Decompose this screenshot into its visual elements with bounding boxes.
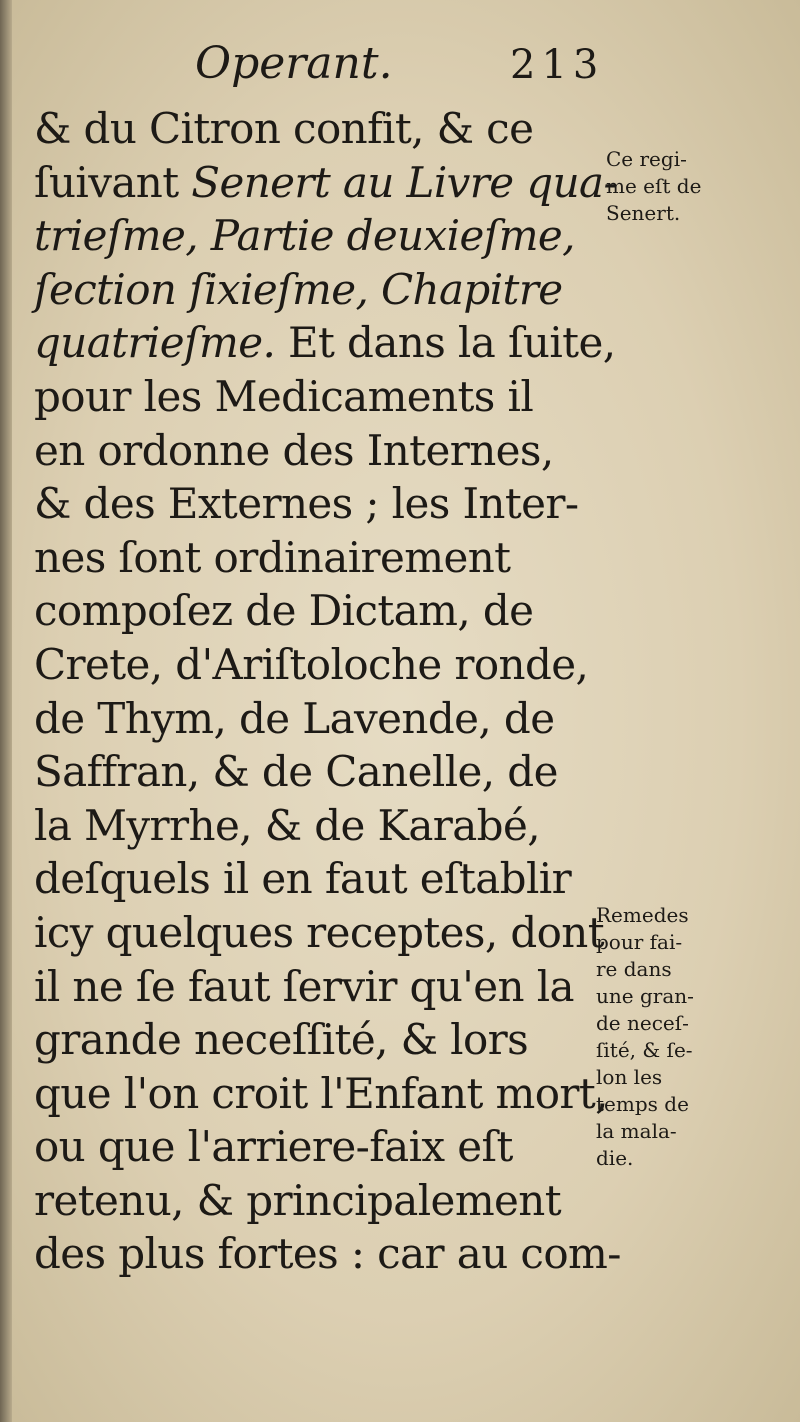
text-line: [34, 799, 594, 853]
text-segment: quatrieſme.: [34, 318, 276, 368]
text-segment: nes ſont ordinairement: [34, 532, 511, 582]
text-line: [34, 477, 594, 531]
text-line: [34, 209, 594, 263]
running-head: Operant.: [195, 38, 393, 89]
text-line: [34, 370, 594, 424]
text-segment: retenu, & principalement: [34, 1175, 562, 1225]
text-segment: que l'on croit l'Enfant mort,: [34, 1068, 608, 1118]
text-segment: trieſme, Partie deuxieſme,: [34, 211, 575, 261]
text-segment: il ne ſe faut ſervir qu'en la: [34, 961, 574, 1011]
text-line: [34, 156, 618, 210]
text-line: [34, 316, 616, 370]
text-segment: ou que l'arriere-faix eſt: [34, 1122, 513, 1172]
text-line: [34, 263, 594, 317]
marginal-note-remedes: [596, 902, 694, 1172]
text-segment: ſection ſixieſme, Chapitre: [34, 264, 563, 314]
marginal-note-line: Remedes: [596, 903, 689, 927]
marginal-note-regime: [606, 146, 701, 227]
page-gutter: [0, 0, 12, 1422]
marginal-note-line: ſité, & ſe-: [596, 1038, 693, 1062]
text-segment: Saffran, & de Canelle, de: [34, 747, 558, 797]
marginal-note-line: Senert.: [606, 201, 681, 225]
marginal-note-line: de neceſ-: [596, 1011, 689, 1035]
text-line: [34, 1013, 594, 1067]
text-segment: icy quelques receptes, dont: [34, 907, 605, 957]
text-segment: la Myrrhe, & de Karabé,: [34, 800, 540, 850]
text-segment: des plus fortes : car au com-: [34, 1229, 621, 1279]
text-line: [34, 960, 594, 1014]
text-segment: Crete, d'Ariſtoloche ronde,: [34, 639, 589, 689]
text-segment: en ordonne des Internes,: [34, 425, 554, 475]
text-line: [34, 745, 594, 799]
text-segment: de Thym, de Lavende, de: [34, 693, 555, 743]
page-number: 213: [510, 42, 605, 88]
text-line: [34, 852, 594, 906]
text-segment: & du Citron confit, & ce: [34, 104, 534, 153]
text-segment: Et dans la ſuite,: [275, 318, 616, 368]
text-line: [34, 531, 594, 585]
marginal-note-line: Ce regi-: [606, 147, 687, 171]
text-line: [34, 1120, 594, 1174]
marginal-note-line: pour fai-: [596, 930, 683, 954]
text-line: [34, 1227, 621, 1281]
text-segment: & des Externes ; les Inter-: [34, 479, 579, 529]
text-line: [34, 102, 594, 156]
text-line: [34, 1174, 594, 1228]
marginal-note-line: die.: [596, 1146, 634, 1170]
text-line: [34, 906, 605, 960]
marginal-note-line: temps de: [596, 1092, 689, 1116]
marginal-note-line: la mala-: [596, 1119, 677, 1143]
marginal-note-line: une gran-: [596, 984, 694, 1008]
text-line: [34, 692, 594, 746]
marginal-note-line: lon les: [596, 1065, 663, 1089]
text-segment: grande neceſſité, & lors: [34, 1015, 529, 1065]
text-segment: Senert au Livre qua-: [191, 157, 618, 207]
text-segment: compoſez de Dictam, de: [34, 586, 534, 636]
text-line: [34, 638, 594, 692]
text-line: [34, 1067, 608, 1121]
marginal-note-line: re dans: [596, 957, 672, 981]
text-segment: pour les Medicaments il: [34, 371, 534, 421]
text-segment: ſuivant: [34, 157, 192, 207]
text-line: [34, 584, 594, 638]
marginal-note-line: me eſt de: [606, 174, 702, 198]
text-segment: deſquels il en faut eſtablir: [34, 854, 572, 904]
text-line: [34, 424, 594, 478]
